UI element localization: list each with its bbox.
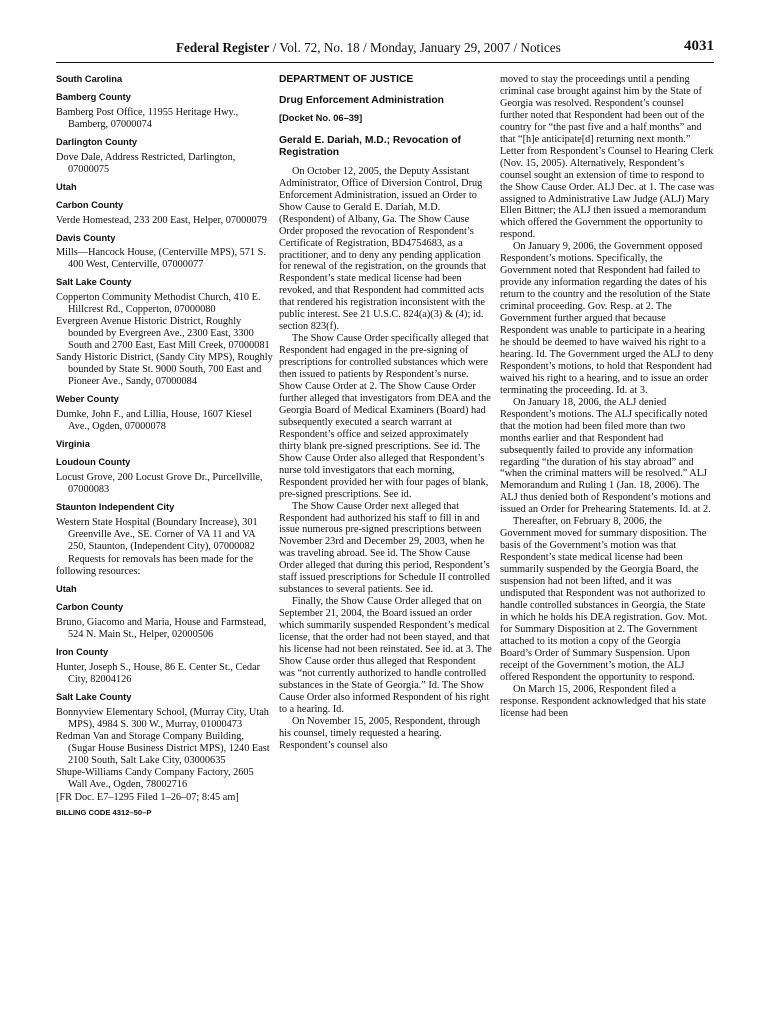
property-entry: Dumke, John F., and Lillia, House, 1607 Kiesel Ave., Ogden, 07000078 [56, 408, 252, 432]
property-entry: Sandy Historic District, (Sandy City MPS), Roughly bounded by State St. 9000 South, 700 East and Pioneer Ave., Sandy, 07000084 [56, 352, 273, 388]
removal-note: Requests for removals has been made for the following resources: [56, 554, 253, 578]
property-entry: Shupe-Williams Candy Company Factory, 2605 Wall Ave., Ogden, 78002716 [56, 766, 254, 790]
property-entry: Mills—Hancock House, (Centerville MPS), 571 S. 400 West, Centerville, 07000077 [56, 247, 266, 271]
property-entry: Evergreen Avenue Historic District, Roughly bounded by Evergreen Ave., 2300 East, 3300 South and 2700 East, East Mill Creek, 07000081 [56, 316, 270, 352]
property-entry: Dove Dale, Address Restricted, Darlington, 07000075 [56, 151, 236, 175]
property-entry: Copperton Community Methodist Church, 410 E. Hillcrest Rd., Copperton, 07000080 [56, 292, 261, 316]
body-paragraph: moved to stay the proceedings until a pending criminal case brought against him by the State of Georgia was resolved. Respondent’s counsel further noted that Respondent had been out of the country for “the past five and a half months” and that “[h]e anticipate[d] returning next month.” Letter from Respondent’s Counsel to Hearing Clerk (Nov. 15, 2005). Alternatively, Respondent’s counsel sought an extension of time to respond to the Show Cause Order. ALJ Dec. at 1. The case was assigned to Administrative Law Judge (ALJ) Mary Ellen Bittner; the ALJ then issued a memorandum which offered the Government the opportunity to respond. [500, 74, 714, 241]
column-2 [279, 74, 493, 752]
body-paragraph: Thereafter, on February 8, 2006, the Government moved for summary disposition. The basis of the Government’s motion was that Respondent’s state medical license had been summarily suspended by the Georgia Board, the suspension had not been lifted, and it was undisputed that Respondent was not authorized to handle controlled substances in Georgia, the State in which he holds his DEA registration. Gov. Mot. for Summary Disposition at 2. The Government attached to its motion a copy of the Georgia Board’s Order of Summary Suspension. Upon receipt of the Government’s motion, the ALJ offered Respondent the opportunity to respond. [500, 516, 708, 683]
header-rule [56, 62, 714, 63]
state-heading: Utah [56, 181, 77, 192]
property-entry: Western State Hospital (Boundary Increase), 301 Greenville Ave., SE. Corner of VA 11 and VA 250, Staunton, (Independent City), 07000082 [56, 516, 258, 552]
county-heading: Bamberg County [56, 91, 131, 102]
body-paragraph: On January 18, 2006, the ALJ denied Respondent’s motions. The ALJ specifically noted that the motion had been filed more than two months earlier and that Respondent had subsequently failed to provide any information regarding “the duration of his stay abroad” and “when the criminal matters will be resolved.” ALJ Memorandum and Ruling 1 (Jan. 18, 2006). The ALJ thus denied both of Respondent’s motions and issued an Order for Prehearing Statements. Id. at 2. [500, 396, 711, 516]
docket-number: [Docket No. 06–39] [279, 112, 363, 123]
property-entry: Bruno, Giacomo and Maria, House and Farmstead, 524 N. Main St., Helper, 02000506 [56, 617, 267, 641]
column-1 [56, 74, 274, 819]
county-heading: Loudoun County [56, 456, 131, 467]
journal-name: Federal Register [176, 40, 270, 55]
body-paragraph: The Show Cause Order next alleged that Respondent had authorized his staff to fill in and issue numerous pre-signed prescriptions between November 23rd and December 29, 2003, when he was traveling abroad. See id. The Show Cause Order alleged that during this period, Respondent’s staff issued prescriptions for Schedule II controlled substances to several patients. See id. [279, 500, 490, 596]
county-heading: Iron County [56, 647, 109, 658]
property-entry: Locust Grove, 200 Locust Grove Dr., Purcellville, 07000083 [56, 471, 263, 495]
column-2-body [279, 166, 493, 752]
county-heading: Salt Lake County [56, 277, 132, 288]
county-heading: Carbon County [56, 602, 124, 613]
department-heading: DEPARTMENT OF JUSTICE [279, 74, 414, 85]
agency-heading: Drug Enforcement Administration [279, 94, 444, 106]
billing-code: BILLING CODE 4312–50–P [56, 807, 152, 817]
body-paragraph: Finally, the Show Cause Order alleged that on September 21, 2004, the Board issued an order which summarily suspended Respondent’s medical license, that the order had not been stayed, and that his license had not been reinstated. See id. at 3. The Show Cause order thus alleged that Respondent was “not currently authorized to handle controlled substances in the State of Georgia.” Id. The Show Cause Order also informed Respondent of his right to a hearing. Id. [279, 596, 492, 715]
property-entry: Redman Van and Storage Company Building, (Sugar House Business District MPS), 1240 East 2100 South, Salt Lake City, 03000635 [56, 730, 270, 766]
body-paragraph: The Show Cause Order specifically alleged that Respondent had engaged in the pre-signing of prescriptions for controlled substances which were then issued to patients by Respondent’s nurse. Show Cause Order at 2. The Show Cause Order further alleged that investigators from DEA and the Georgia Board of Medical Examiners (Board) had subsequently executed a search warrant at Respondent’s office and seized approximately thirty blank pre-signed prescriptions. See id. The Show Cause Order also alleged that Respondent’s nurse told investigators that each morning, Respondent provided her with four pages of blank, pre-signed prescriptions. See id. [279, 333, 491, 500]
body-paragraph: On October 12, 2005, the Deputy Assistant Administrator, Office of Diversion Control, Drug Enforcement Administration, issued an Order to Show Cause to Gerald E. Dariah, M.D. (Respondent) of Albany, Ga. The Show Cause Order proposed the revocation of Respondent’s Certificate of Registration, BD4754683, as a practitioner, and to deny any pending application for renewal of the registration, on the grounds that Respondent’s state medical license had been revoked, and that Respondent had committed acts that rendered his registration inconsistent with the public interest. See 21 U.S.C. 824(a)(3) & (4); id. section 823(f). [279, 165, 487, 333]
body-paragraph: On November 15, 2005, Respondent, through his counsel, timely requested a hearing. Respondent’s counsel also [279, 715, 481, 751]
property-entry: Bamberg Post Office, 11955 Heritage Hwy., Bamberg, 07000074 [56, 106, 239, 130]
body-paragraph: On January 9, 2006, the Government opposed Respondent’s motions. Specifically, the Government noted that Respondent had failed to provide any information regarding the dates of his return to the country and the resolution of the State criminal proceeding. Gov. Resp. at 2. The Government further argued that because Respondent was unable to participate in a hearing he should be deemed to have waived his right to a hearing. Id. The Government urged the ALJ to deny Respondent’s motions, to hold that Respondent had waived his right to a hearing, and to issue an order terminating the proceeding. Id. at 3. [500, 241, 714, 396]
body-paragraph: On March 15, 2006, Respondent filed a response. Respondent acknowledged that his state license had been [500, 683, 706, 719]
county-heading: Carbon County [56, 199, 124, 210]
running-header [56, 38, 714, 60]
county-heading: Davis County [56, 232, 116, 243]
column-3 [500, 74, 714, 719]
property-entry: Hunter, Joseph S., House, 86 E. Center St., Cedar City, 82004126 [56, 662, 261, 686]
page-number: 4031 [684, 38, 714, 54]
journal-line [176, 40, 561, 56]
subject-heading: Gerald E. Dariah, M.D.; Revocation of Registration [279, 134, 461, 158]
state-heading: Utah [56, 584, 77, 595]
county-heading: Darlington County [56, 136, 138, 147]
state-heading: South Carolina [56, 74, 123, 84]
fr-doc-line: [FR Doc. E7–1295 Filed 1–26–07; 8:45 am] [56, 791, 239, 803]
issue-info: / Vol. 72, No. 18 / Monday, January 29, 2007 / Notices [269, 40, 561, 55]
property-entry: Bonnyview Elementary School, (Murray City, Utah MPS), 4984 S. 300 W., Murray, 01000473 [56, 706, 269, 730]
county-heading: Weber County [56, 393, 119, 404]
state-heading: Virginia [56, 438, 90, 449]
county-heading: Salt Lake County [56, 692, 132, 703]
county-heading: Staunton Independent City [56, 501, 175, 512]
property-entry: Verde Homestead, 233 200 East, Helper, 07000079 [56, 214, 267, 226]
